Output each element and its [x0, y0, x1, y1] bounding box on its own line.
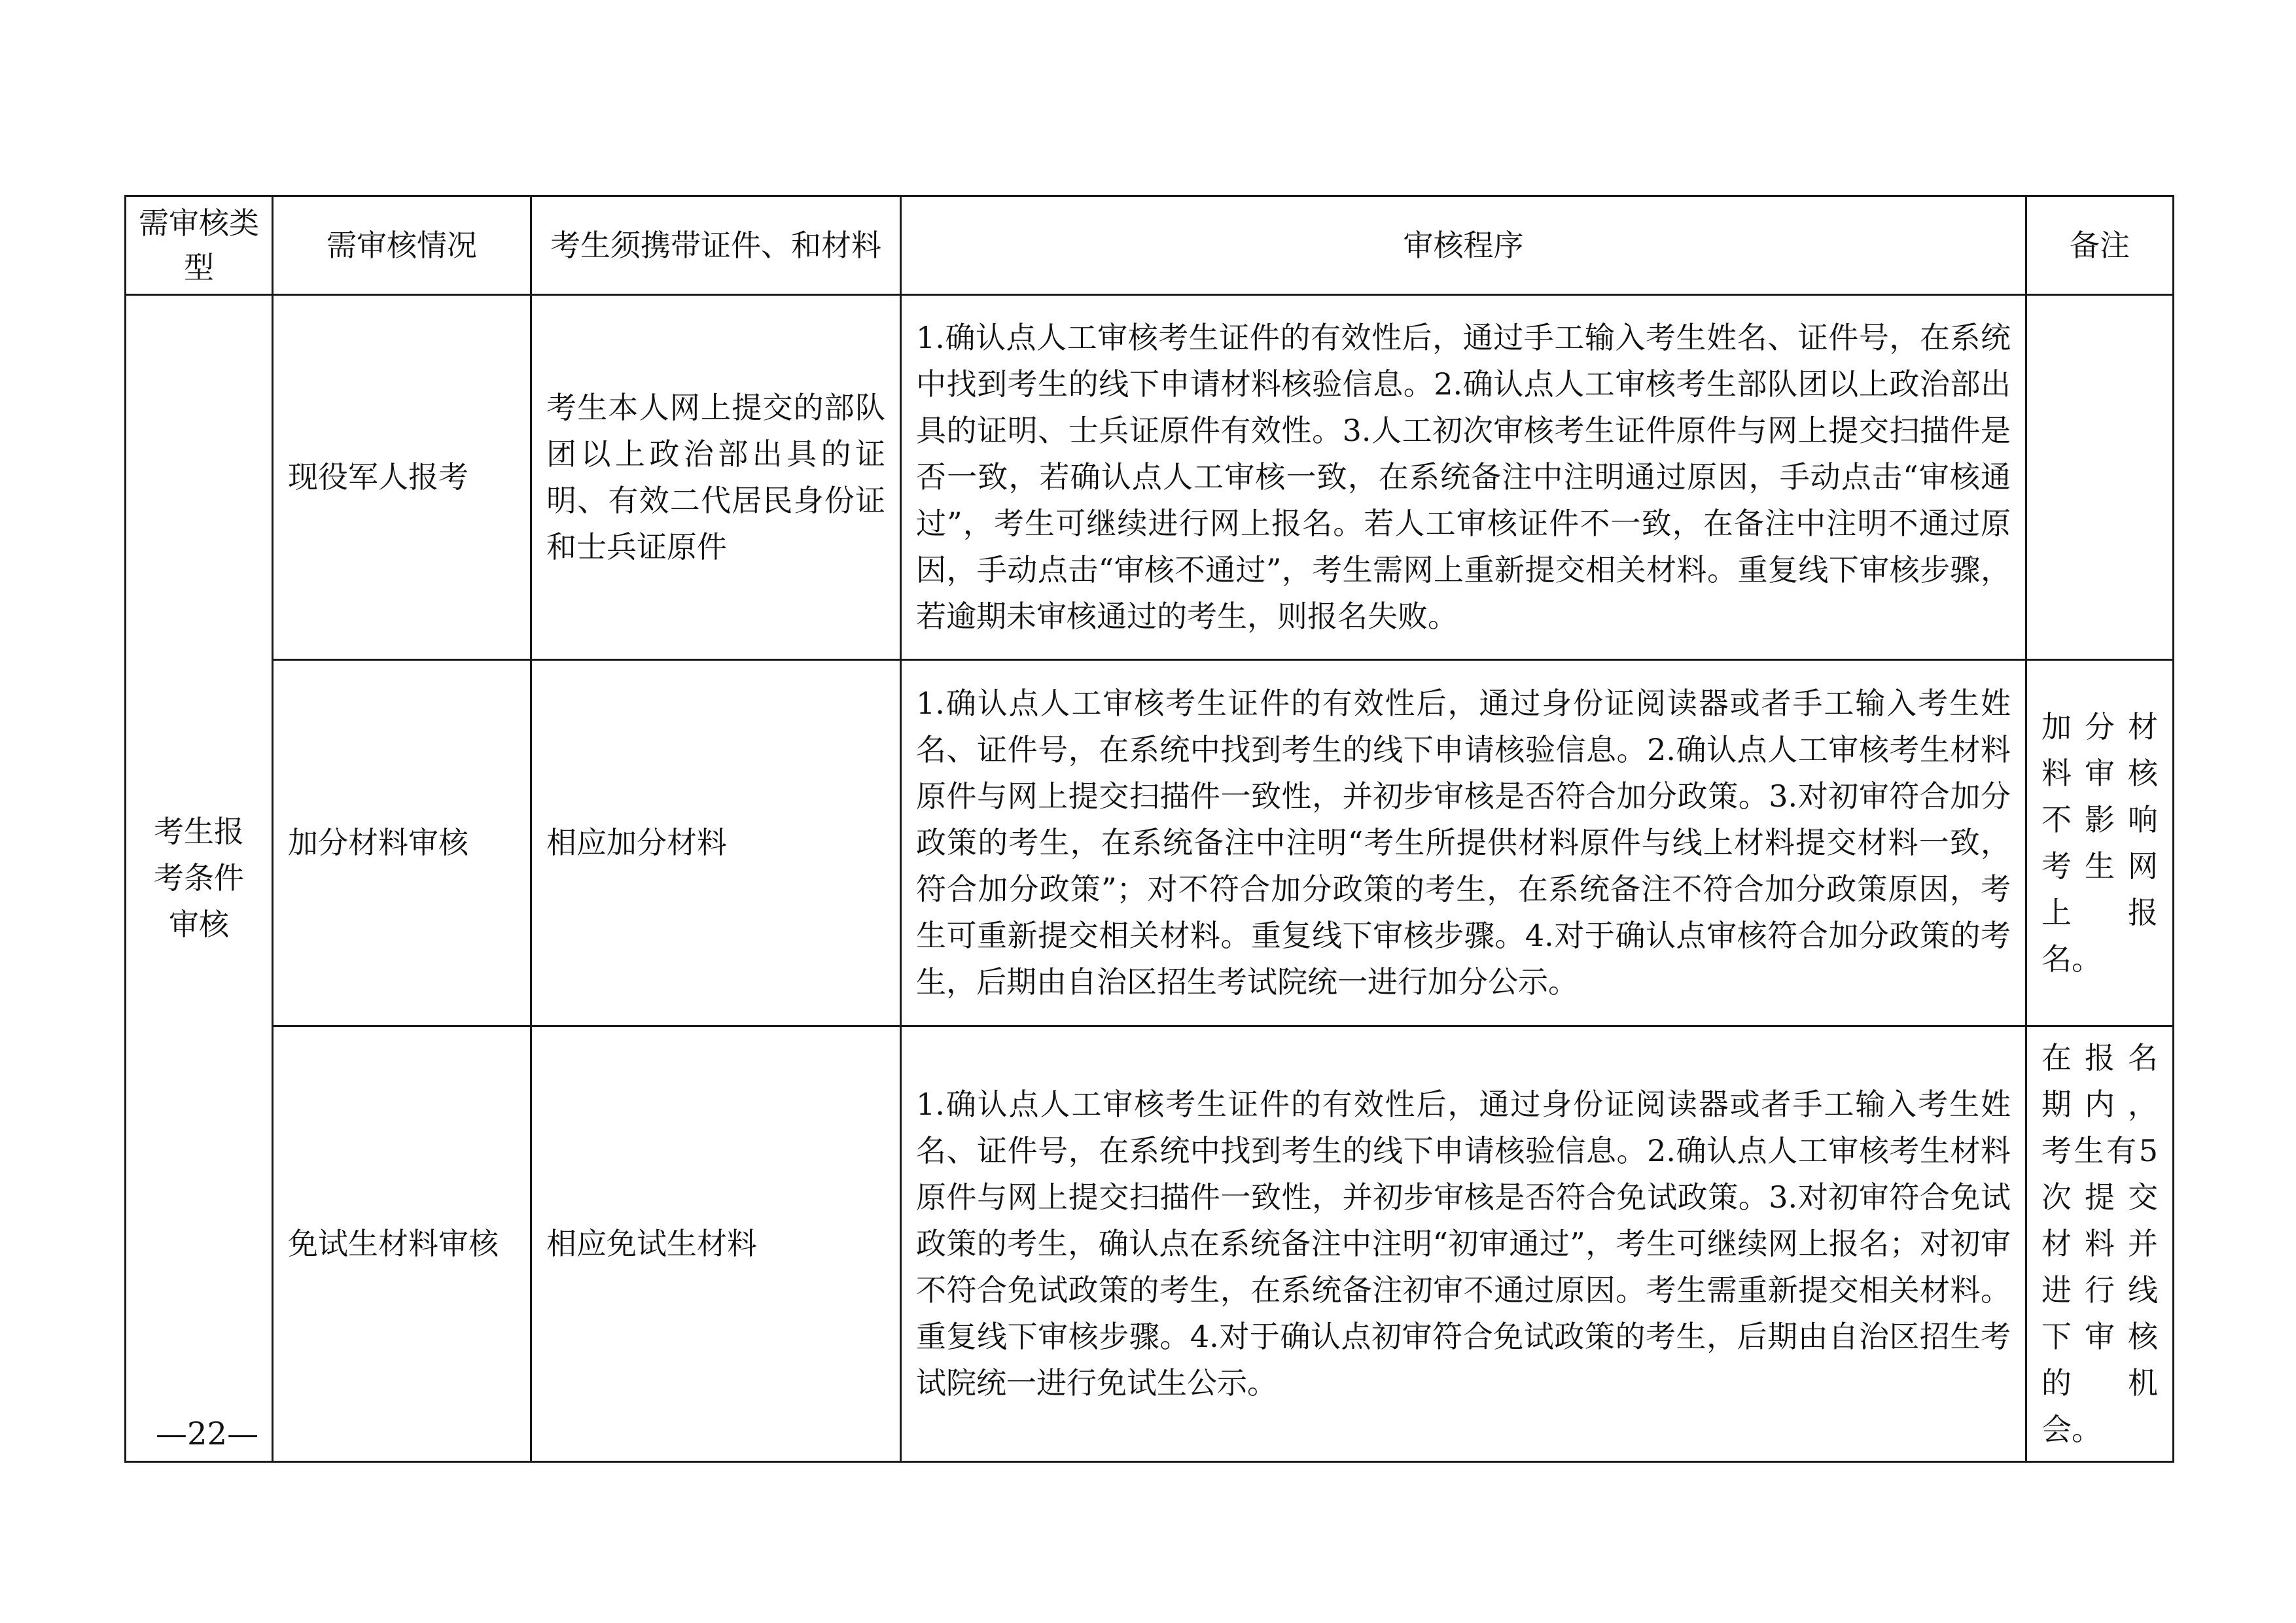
table-row [126, 295, 2174, 660]
procedure-cell: 1.确认点人工审核考生证件的有效性后，通过手工输入考生姓名、证件号，在系统中找到考生的线下申请材料核验信息。2.确认点人工审核考生部队团以上政治部出具的证明、士兵证原件有效性。3.人工初次审核考生证件原件与网上提交扫描件是否一致，若确认点人工审核一致，在系统备注中注明通过原因，手动点击“审核通过”，考生可继续进行网上报名。若人工审核证件不一致，在备注中注明不通过原因，手动点击“审核不通过”，考生需网上重新提交相关材料。重复线下审核步骤，若逾期未审核通过的考生，则报名失败。 [901, 295, 2026, 660]
note-cell [2026, 295, 2174, 660]
table-row [126, 660, 2174, 1026]
situation-cell: 免试生材料审核 [273, 1026, 531, 1462]
type-cell: 考生报考条件审核 [126, 295, 273, 1462]
table-row [126, 1026, 2174, 1462]
note-cell: 加分材料审核不影响考生网上报名。 [2026, 660, 2174, 1026]
header-materials: 考生须携带证件、和材料 [531, 196, 901, 295]
header-situation: 需审核情况 [273, 196, 531, 295]
materials-cell: 相应加分材料 [531, 660, 901, 1026]
situation-cell: 加分材料审核 [273, 660, 531, 1026]
header-note: 备注 [2026, 196, 2174, 295]
situation-cell: 现役军人报考 [273, 295, 531, 660]
procedure-cell: 1.确认点人工审核考生证件的有效性后，通过身份证阅读器或者手工输入考生姓名、证件号，在系统中找到考生的线下申请核验信息。2.确认点人工审核考生材料原件与网上提交扫描件一致性，并初步审核是否符合免试政策。3.对初审符合免试政策的考生，确认点在系统备注中注明“初审通过”，考生可继续网上报名；对初审不符合免试政策的考生，在系统备注初审不通过原因。考生需重新提交相关材料。重复线下审核步骤。4.对于确认点初审符合免试政策的考生，后期由自治区招生考试院统一进行免试生公示。 [901, 1026, 2026, 1462]
materials-cell: 相应免试生材料 [531, 1026, 901, 1462]
page-number: —22— [156, 1416, 259, 1452]
materials-cell: 考生本人网上提交的部队团以上政治部出具的证明、有效二代居民身份证和士兵证原件 [531, 295, 901, 660]
header-procedure: 审核程序 [901, 196, 2026, 295]
procedure-cell: 1.确认点人工审核考生证件的有效性后，通过身份证阅读器或者手工输入考生姓名、证件号，在系统中找到考生的线下申请核验信息。2.确认点人工审核考生材料原件与网上提交扫描件一致性，并初步审核是否符合加分政策。3.对初审符合加分政策的考生，在系统备注中注明“考生所提供材料原件与线上材料提交材料一致，符合加分政策”；对不符合加分政策的考生，在系统备注不符合加分政策原因，考生可重新提交相关材料。重复线下审核步骤。4.对于确认点审核符合加分政策的考生，后期由自治区招生考试院统一进行加分公示。 [901, 660, 2026, 1026]
table-header-row [126, 196, 2174, 295]
header-type: 需审核类型 [126, 196, 273, 295]
note-cell: 在报名期内，考生有5次提交材料并进行线下审核的机会。 [2026, 1026, 2174, 1462]
audit-table [124, 195, 2174, 1463]
